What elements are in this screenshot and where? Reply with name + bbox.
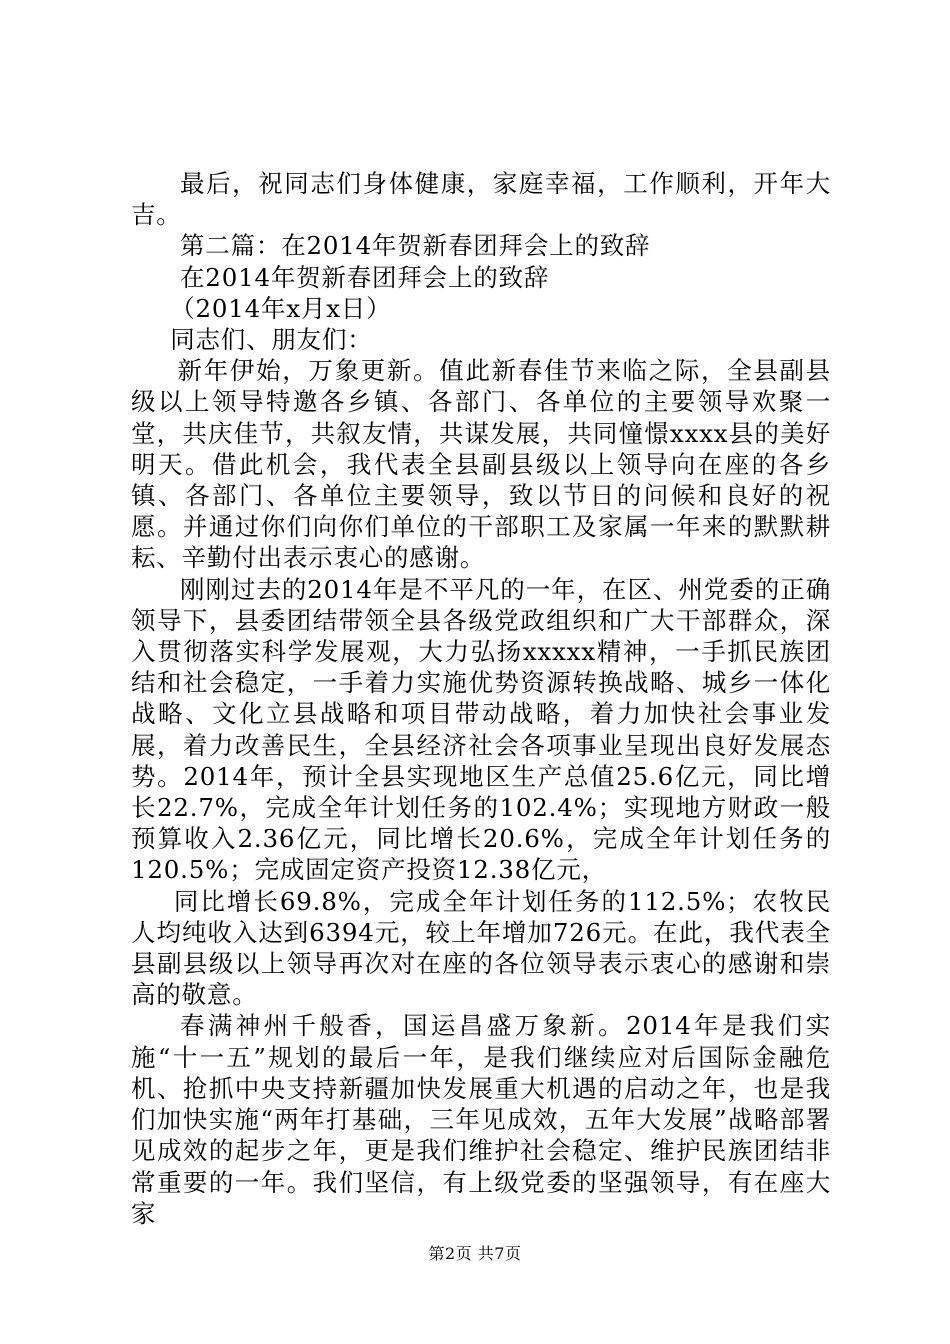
body-paragraph: 新年伊始，万象更新。值此新春佳节来临之际，全县副县级以上领导特邀各乡镇、各部门、各单位的主要领导欢聚一堂，共庆佳节，共叙友情，共谋发展，共同憧憬xxxx县的美好明天。借此机会，我代表全县副县级以上领导向在座的各乡镇、各部门、各单位主要领导，致以节日的问候和良好的祝愿。并通过你们向你们单位的干部职工及家属一年来的默默耕耘、辛勤付出表示衷心的感谢。 xyxy=(131,356,831,573)
salutation: 同志们、朋友们： xyxy=(170,325,373,355)
body-paragraph: 刚刚过去的2014年是不平凡的一年，在区、州党委的正确领导下，县委团结带领全县各级党政组织和广大干部群众，深入贯彻落实科学发展观，大力弘扬xxxxx精神，一手抓民族团结和社会稳定，一手着力实施优势资源转换战略、城乡一体化战略、文化立县战略和项目带动战略，着力加快社会事业发展，着力改善民生，全县经济社会各项事业呈现出良好发展态势。2014年，预计全县实现地区生产总值25.6亿元，同比增长22.7%，完成全年计划任务的102.4%；实现地方财政一般预算收入2.36亿元，同比增长20.6%，完成全年计划任务的120.5%；完成固定资产投资12.38亿元， xyxy=(131,574,831,885)
closing-paragraph: 最后，祝同志们身体健康，家庭幸福，工作顺利，开年大吉。 xyxy=(131,169,831,230)
page-footer xyxy=(0,1244,950,1264)
page-number: 第2页 共7页 xyxy=(428,1244,522,1263)
speech-title: 在2014年贺新春团拜会上的致辞 xyxy=(180,262,550,292)
body-paragraph: 春满神州千般香，国运昌盛万象新。2014年是我们实施“十一五”规划的最后一年，是我们继续应对后国际金融危机、抢抓中央支持新疆加快发展重大机遇的启动之年，也是我们加快实施“两年打基础，三年见成效，五年大发展”战略部署见成效的起步之年，更是我们维护社会稳定、维护民族团结非常重要的一年。我们坚信，有上级党委的坚强领导，有在座大家 xyxy=(131,1011,831,1228)
speech-date: （2014年x月x日） xyxy=(170,293,392,323)
section-heading: 第二篇：在2014年贺新春团拜会上的致辞 xyxy=(180,231,651,261)
body-paragraph: 同比增长69.8%，完成全年计划任务的112.5%；农牧民人均纯收入达到6394元，较上年增加726元。在此，我代表全县副县级以上领导再次对在座的各位领导表示衷心的感谢和崇高的敬意。 xyxy=(131,886,831,1010)
document-body xyxy=(131,168,831,1229)
